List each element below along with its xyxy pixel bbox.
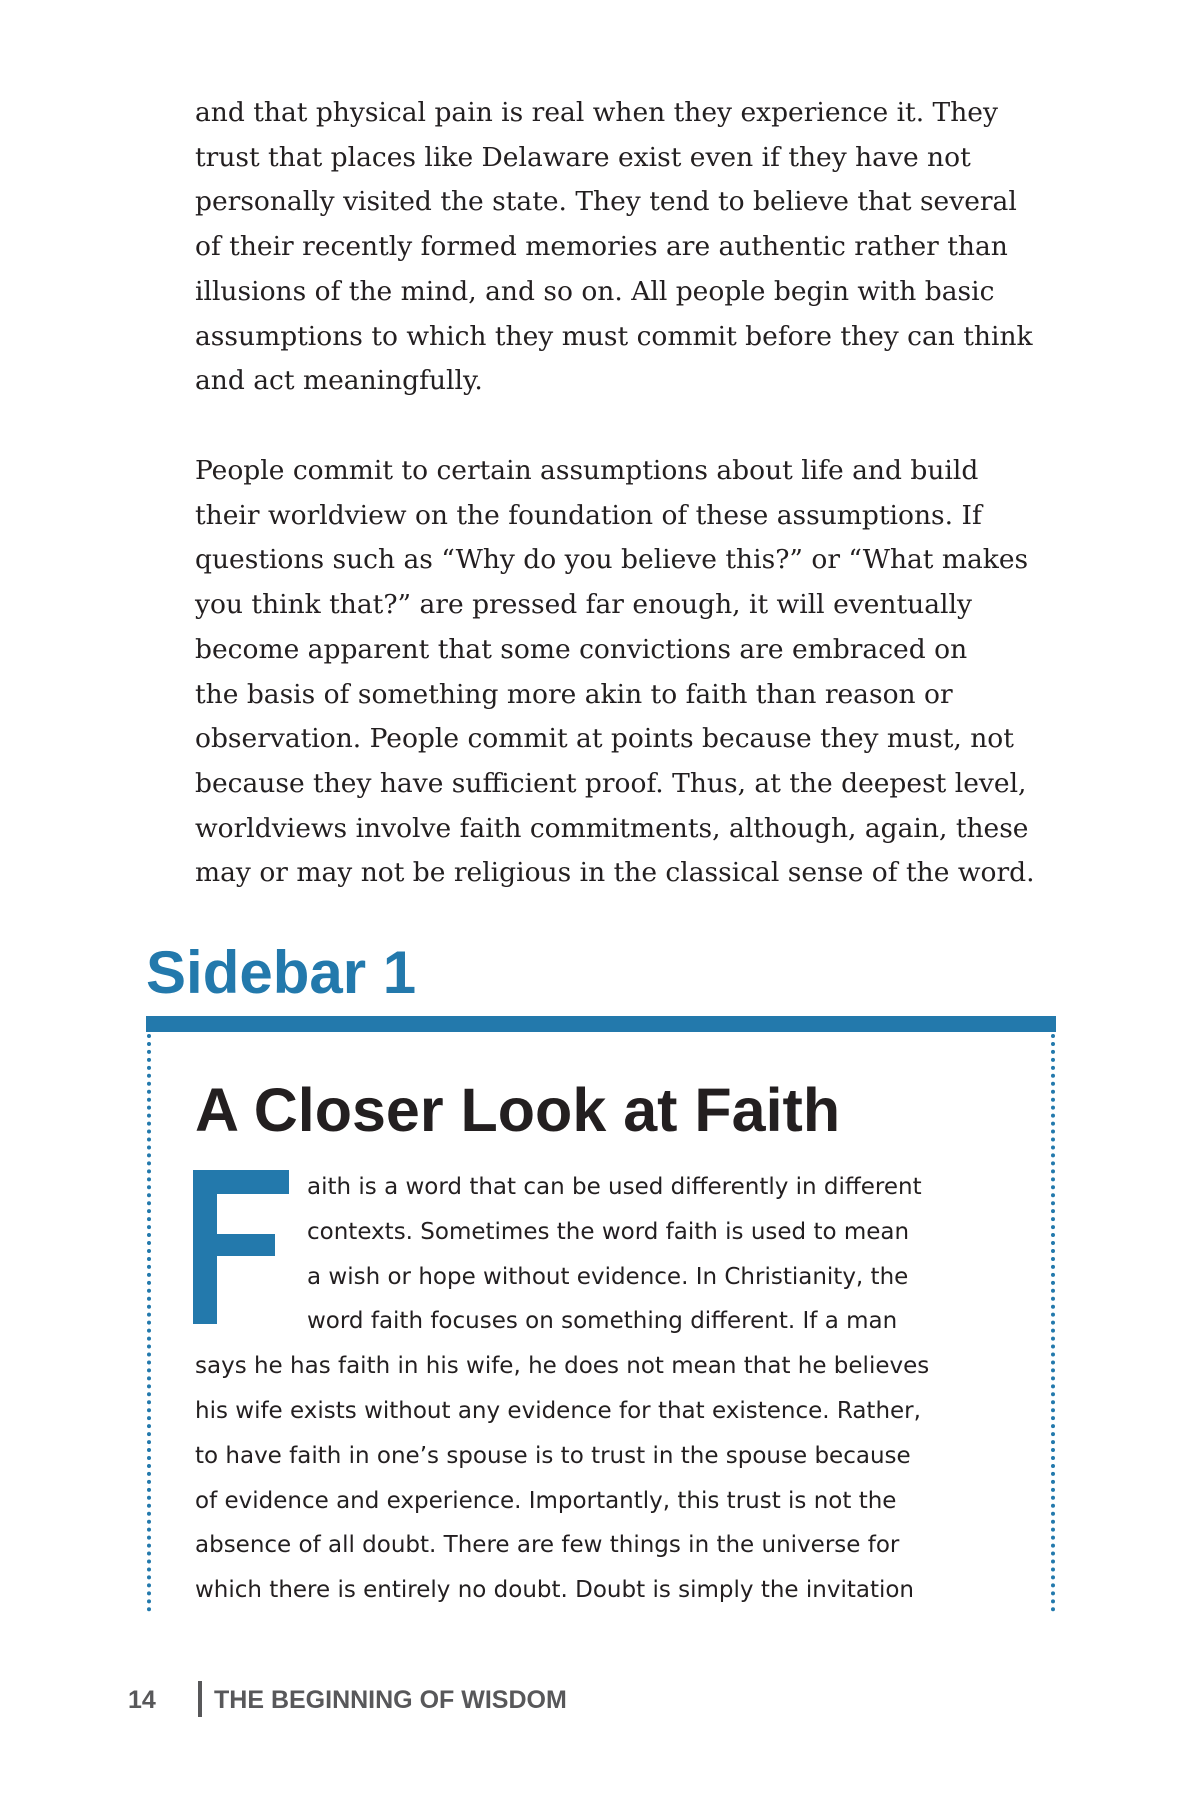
body-paragraph-2 <box>195 449 1035 896</box>
text-line: become apparent that some convictions are embraced on <box>195 633 968 665</box>
text-line: because they have sufficient proof. Thus, at the deepest level, <box>195 767 1027 799</box>
sidebar-title: A Closer Look at Faith <box>195 1076 841 1144</box>
text-line: may or may not be religious in the classical sense of the word. <box>195 857 1035 889</box>
sidebar-top-rule <box>146 1016 1056 1032</box>
text-line: aith is a word that can be used differently in different <box>307 1174 922 1200</box>
text-line: of their recently formed memories are authentic rather than <box>195 231 1008 263</box>
text-line: his wife exists without any evidence for that existence. Rather, <box>195 1397 921 1424</box>
body-paragraph-1 <box>195 91 1033 404</box>
sidebar-left-border <box>147 1034 151 1612</box>
text-line: questions such as “Why do you believe this?” or “What makes <box>195 544 1029 576</box>
text-line: assumptions to which they must commit before they can think <box>195 320 1033 352</box>
text-line: you think that?” are pressed far enough, it will eventually <box>195 589 972 621</box>
text-line: personally visited the state. They tend to believe that several <box>195 186 1017 218</box>
sidebar-body <box>195 1165 1025 1613</box>
text-line: to have faith in one’s spouse is to trust in the spouse because <box>195 1442 911 1469</box>
text-line: which there is entirely no doubt. Doubt is simply the invitation <box>195 1577 915 1604</box>
running-footer-title: THE BEGINNING OF WISDOM <box>214 1686 567 1714</box>
text-line: of evidence and experience. Importantly, this trust is not the <box>195 1487 897 1514</box>
text-line: their worldview on the foundation of these assumptions. If <box>195 499 982 531</box>
sidebar-right-border <box>1051 1034 1055 1612</box>
text-line: and that physical pain is real when they experience it. They <box>195 97 998 128</box>
text-line: and act meaningfully. <box>195 365 483 397</box>
text-line: the basis of something more akin to faith than reason or <box>195 678 953 710</box>
text-line: absence of all doubt. There are few things in the universe for <box>195 1532 900 1559</box>
sidebar-label: Sidebar 1 <box>146 939 417 1006</box>
text-line: word faith focuses on something different. If a man <box>307 1308 898 1335</box>
text-line: trust that places like Delaware exist even if they have not <box>195 141 971 173</box>
text-line: worldviews involve faith commitments, although, again, these <box>195 812 1029 844</box>
text-line: a wish or hope without evidence. In Christianity, the <box>307 1263 909 1290</box>
text-line: contexts. Sometimes the word faith is used to mean <box>307 1218 910 1245</box>
text-line: says he has faith in his wife, he does not mean that he believes <box>195 1353 930 1380</box>
text-line: illusions of the mind, and so on. All people begin with basic <box>195 275 995 307</box>
text-line: observation. People commit at points because they must, not <box>195 723 1014 755</box>
text-line: People commit to certain assumptions about life and build <box>195 455 979 486</box>
footer-divider <box>198 1681 202 1717</box>
page-number: 14 <box>128 1686 156 1714</box>
